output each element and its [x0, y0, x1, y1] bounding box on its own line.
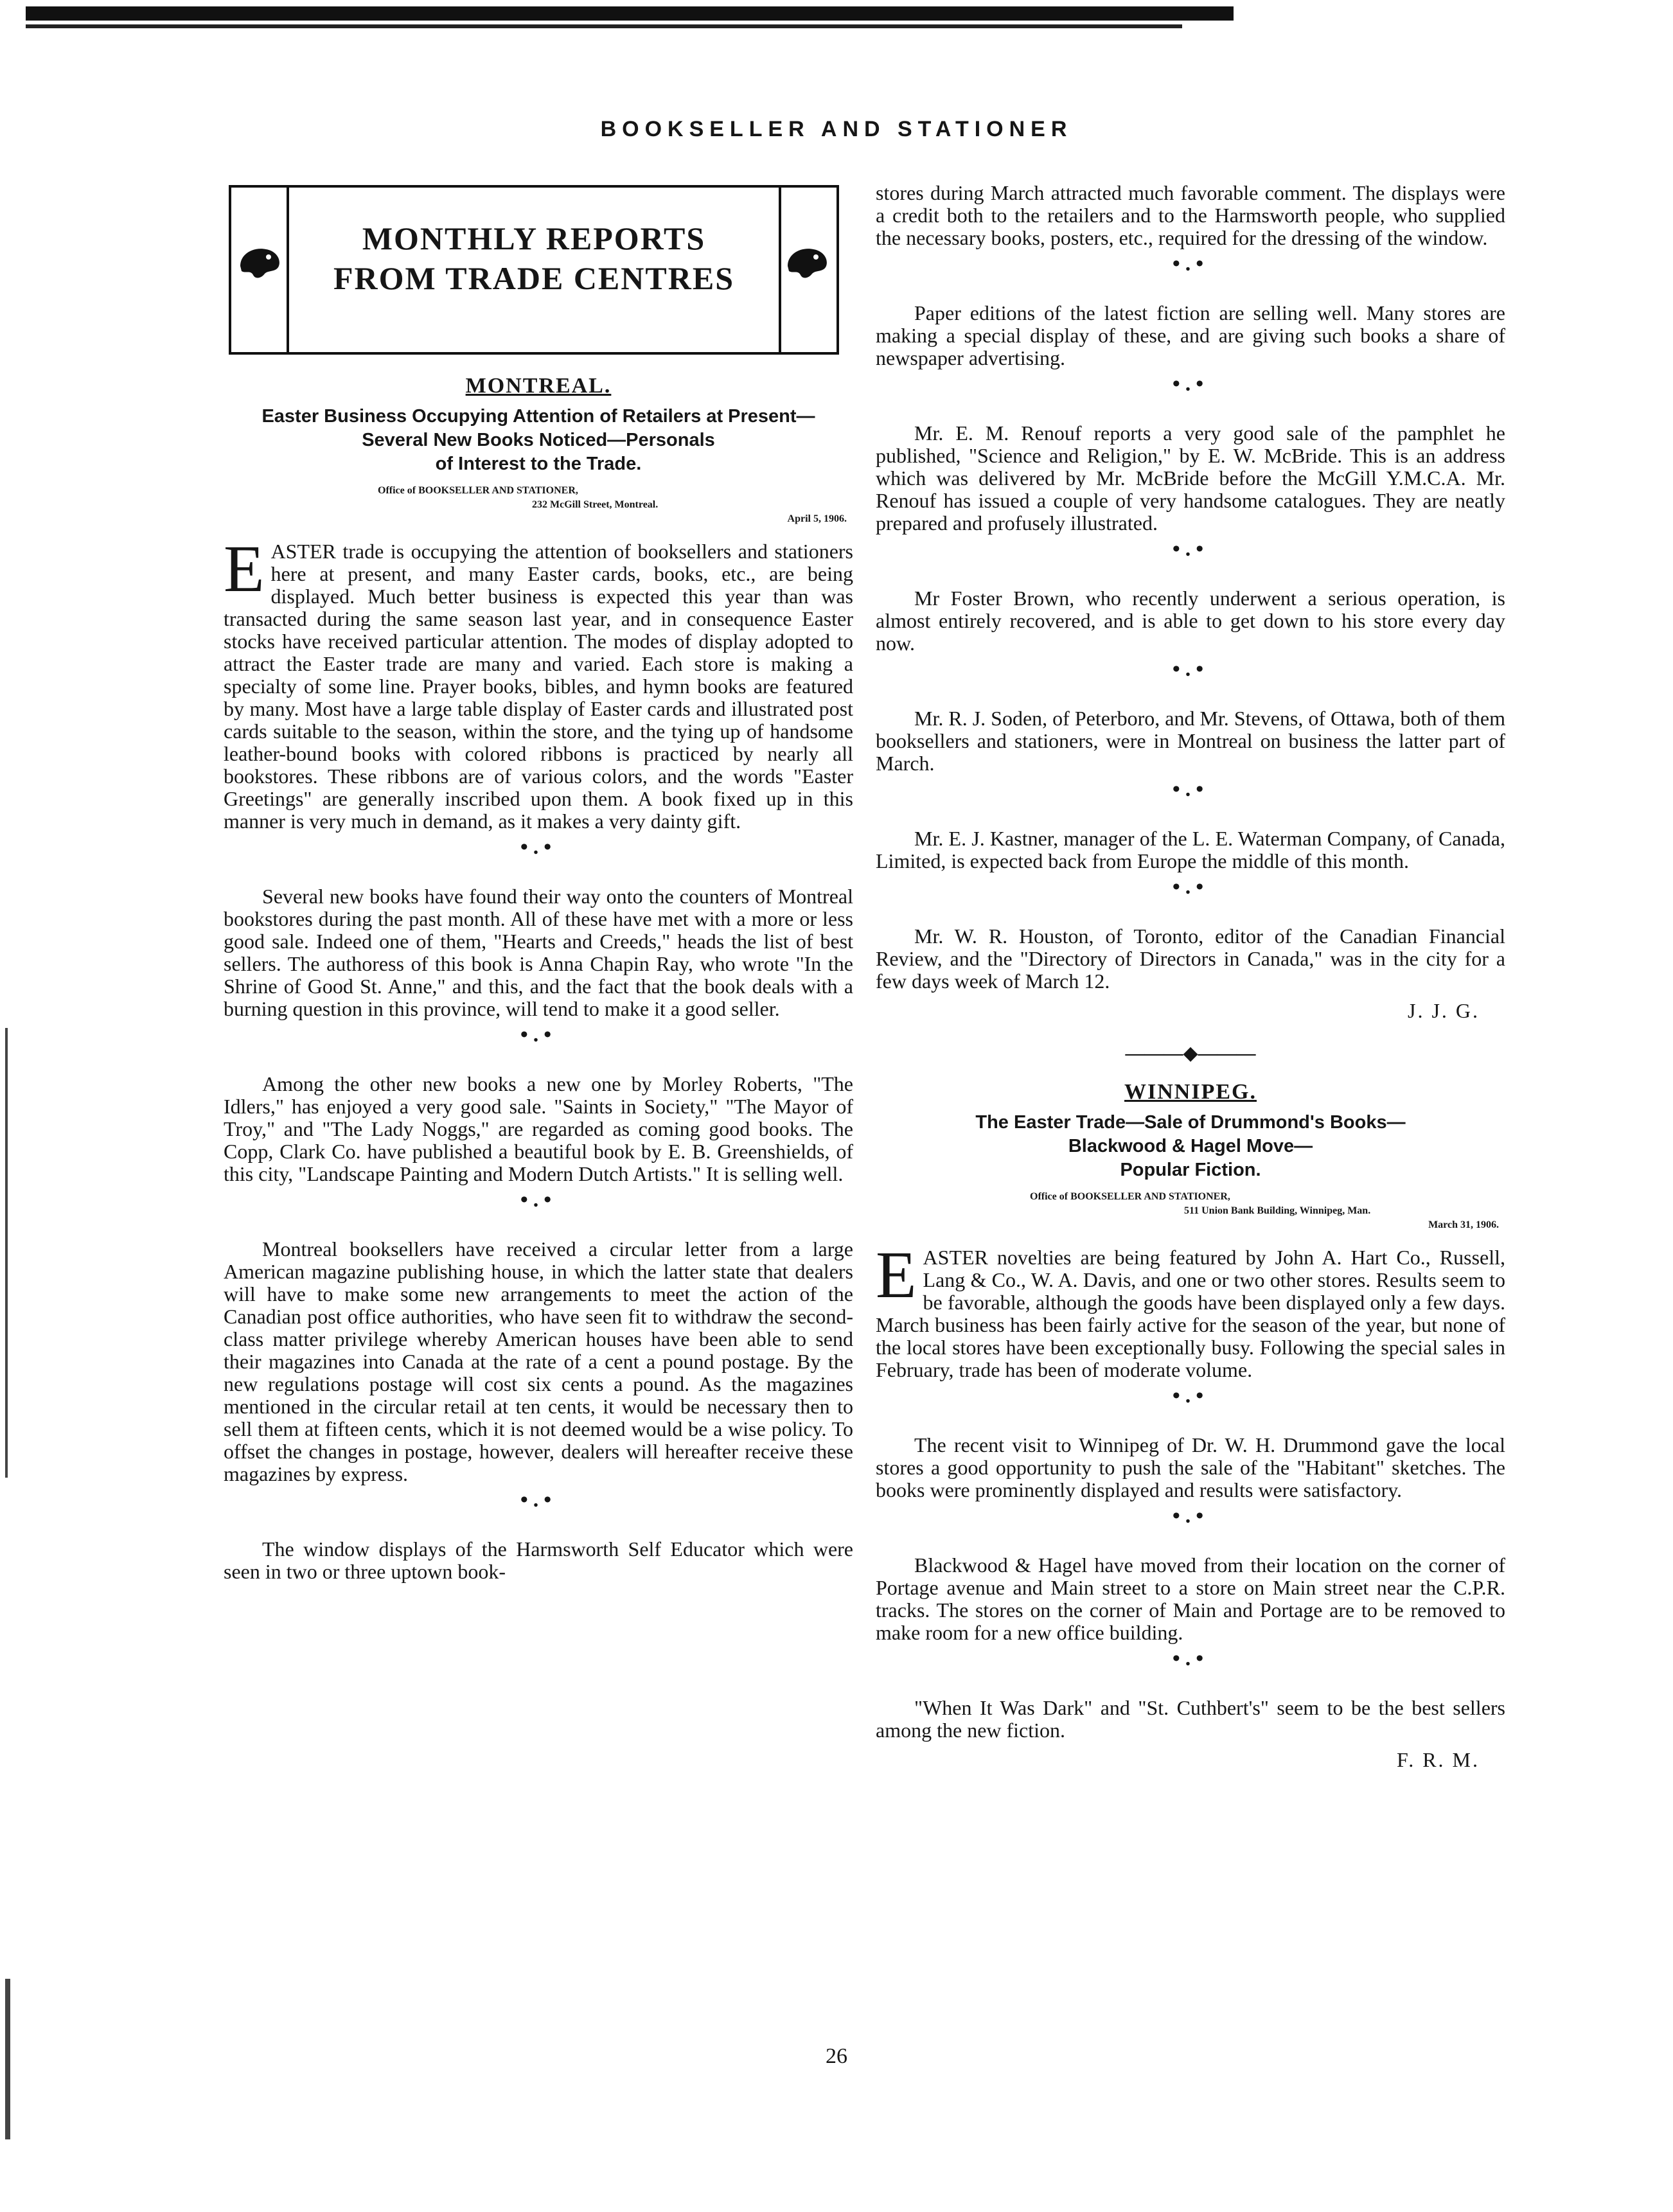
paragraph: Mr. R. J. Soden, of Peterboro, and Mr. Stevens, of Ottawa, both of them booksellers and stationers, were in Montreal on business the latter part of March.: [876, 707, 1505, 775]
paragraph: "When It Was Dark" and "St. Cuthbert's" seem to be the best sellers among the new fiction.: [876, 1696, 1505, 1742]
montreal-office-line: [224, 484, 853, 526]
drop-cap: E: [876, 1238, 917, 1312]
section-divider-dots: •.•: [1172, 372, 1209, 396]
paragraph: Blackwood & Hagel have moved from their location on the corner of Portage avenue and Main street to a store on Main street near the C.P.R. tracks. The stores on the corner of Main and Portage are to be removed to make room for a new office building.: [876, 1553, 1505, 1644]
section-divider-dots: •.•: [1172, 1504, 1209, 1528]
office-name: Office of BOOKSELLER AND STATIONER,: [378, 485, 578, 496]
section-divider-dots: •.•: [1172, 252, 1209, 276]
winnipeg-office-line: [876, 1190, 1505, 1232]
office-address: 232 McGill Street, Montreal.: [532, 499, 659, 510]
paragraph: [876, 1238, 1505, 1381]
winnipeg-subhead-line: Popular Fiction.: [1120, 1160, 1261, 1180]
ornament-icon: [784, 244, 831, 283]
section-header-line2: FROM TRADE CENTRES: [333, 260, 735, 296]
montreal-subhead-line: Easter Business Occupying Attention of Retailers at Present—: [261, 406, 815, 427]
running-head: BOOKSELLER AND STATIONER: [600, 117, 1073, 141]
section-divider-dots: •.•: [1172, 875, 1209, 899]
section-divider-dots: •.•: [1172, 1647, 1209, 1670]
paragraph-text: ASTER trade is occupying the attention of booksellers and stationers here at present, and many Easter cards, books, etc., are being displayed. Much better business is expected this year than was transacted during the same season last year, and in consequence Easter stocks have received particular attention. The modes of display adopted to attract the Easter trade are many and varied. Each store is making a specialty of some line. Prayer books, bibles, and hymn books are featured by many. Most have a large table display of Easter cards and illustrated post cards suitable to the season, within the store, and the tying up of handsome leather-bound books with colored ribbons is practiced by nearly all bookstores. These ribbons are of various colors, and the words "Easter Greetings" are generally inscribed upon them. A book fixed up in this manner is very much in demand, as it makes a very dainty gift.: [224, 540, 853, 833]
ornament-icon: [236, 244, 284, 283]
dateline: April 5, 1906.: [787, 513, 847, 524]
section-divider-dots: •.•: [520, 835, 557, 859]
right-column: [876, 182, 1505, 1772]
paragraph: Mr. E. J. Kastner, manager of the L. E. Waterman Company, of Canada, Limited, is expected back from Europe the middle of this month.: [876, 827, 1505, 872]
section-header-line1: MONTHLY REPORTS: [362, 220, 706, 256]
paragraph: Mr. E. M. Renouf reports a very good sale of the pamphlet he published, "Science and Religion," by E. W. McBride. This is an address which was delivered by Mr. McBride before the McGill Y.M.C.A. Mr. Renouf has issued a couple of very handsome catalogues. They are neatly prepared and profusely illustrated.: [876, 421, 1505, 535]
section-divider-dots: •.•: [520, 1188, 557, 1212]
section-divider-dots: •.•: [1172, 537, 1209, 561]
winnipeg-heading: WINNIPEG.: [1124, 1080, 1257, 1104]
section-header-box: [229, 185, 839, 355]
paragraph-text: ASTER novelties are being featured by John A. Hart Co., Russell, Lang & Co., W. A. Davis, and one or two other stores. Results seem to be favorable, although the goods have been displayed only a few days. March business has been fairly active for the season of the year, but none of the local stores have been exceptionally busy. Following the special sales in February, trade has been of moderate volume.: [876, 1246, 1505, 1381]
montreal-signature: J. J. G.: [1407, 999, 1480, 1022]
paragraph: Montreal booksellers have received a circular letter from a large American magazine publishing house, in which the latter state that dealers will have to make some new arrangements to meet the action of the Canadian post office authorities, who have seen fit to withdraw the second-class matter privilege whereby American houses have been able to send their magazines into Canada at the rate of a cent a pound postage. By the new regulations postage will cost six cents a pound. As the magazines mentioned in the circular retail at ten cents, it would be necessary then to sell them at fifteen cents, which it is not deemed would be a wise policy. To offset the changes in postage, however, dealers will hereafter receive these magazines by express.: [224, 1237, 853, 1485]
paragraph: The recent visit to Winnipeg of Dr. W. H. Drummond gave the local stores a good opportunity to push the sale of the "Habitant" sketches. The books were prominently displayed and results were satisfactory.: [876, 1433, 1505, 1501]
section-divider-dots: •.•: [520, 1023, 557, 1047]
office-name: Office of BOOKSELLER AND STATIONER,: [1030, 1191, 1230, 1202]
section-divider-dots: •.•: [1172, 777, 1209, 801]
paragraph: Mr. W. R. Houston, of Toronto, editor of the Canadian Financial Review, and the "Directory of Directors in Canada," was in the city for a few days week of March 12.: [876, 925, 1505, 993]
paragraph: Among the other new books a new one by Morley Roberts, "The Idlers," has enjoyed a very good sale. "Saints in Society," "The Mayor of Troy," and "The Lady Noggs," are regarded as coming good books. The Copp, Clark Co. have published a beautiful book by E. B. Greenshields, of this city, "Landscape Painting and Modern Dutch Artists." It is selling well.: [224, 1072, 853, 1185]
winnipeg-body: [876, 1238, 1505, 1772]
paragraph: The window displays of the Harmsworth Self Educator which were seen in two or three uptown book-: [224, 1537, 853, 1583]
top-rule-thin: [26, 24, 1182, 28]
paragraph: Several new books have found their way onto the counters of Montreal bookstores during the past month. All of these have met with a more or less good sale. Indeed one of them, "Hearts and Creeds," heads the list of best sellers. The authoress of this book is Anna Chapin Ray, who wrote "In the Shrine of Good St. Anne," and this, and the fact that the book deals with a burning question in this province, will tend to make it a good seller.: [224, 885, 853, 1020]
section-divider-dots: •.•: [520, 1488, 557, 1512]
left-column: [224, 185, 853, 1583]
drop-cap: E: [224, 532, 265, 606]
page-number: 26: [826, 2044, 847, 2068]
montreal-subhead-line: Several New Books Noticed—Personals: [362, 430, 715, 450]
paragraph: [224, 532, 853, 833]
paragraph: Mr Foster Brown, who recently underwent a serious operation, is almost entirely recovered, and is able to get down to his store every day now.: [876, 587, 1505, 655]
paragraph-continued: stores during March attracted much favorable comment. The displays were a credit both to the retailers and to the Harmsworth people, who supplied the necessary books, posters, etc., required for the dressing of the window.: [876, 181, 1505, 249]
montreal-subhead: [224, 405, 853, 476]
top-rule: [26, 6, 1234, 21]
section-header-title: [289, 218, 779, 298]
paragraph: Paper editions of the latest fiction are selling well. Many stores are making a special display of these, and are giving such books a share of newspaper advertising.: [876, 301, 1505, 369]
montreal-heading: MONTREAL.: [465, 374, 612, 398]
winnipeg-subhead: [876, 1111, 1505, 1182]
montreal-body: [224, 532, 853, 1583]
winnipeg-subhead-line: Blackwood & Hagel Move—: [1068, 1136, 1313, 1156]
montreal-subhead-line: of Interest to the Trade.: [435, 454, 642, 474]
section-divider-dots: •.•: [1172, 1384, 1209, 1408]
winnipeg-signature: F. R. M.: [1396, 1748, 1480, 1771]
section-separator-ornament: ———◆———: [1125, 1043, 1256, 1064]
winnipeg-subhead-line: The Easter Trade—Sale of Drummond's Books—: [975, 1112, 1406, 1133]
section-divider-dots: •.•: [1172, 657, 1209, 681]
dateline: March 31, 1906.: [1428, 1219, 1499, 1230]
margin-scan-mark: [5, 1028, 8, 1478]
office-address: 511 Union Bank Building, Winnipeg, Man.: [1184, 1205, 1371, 1216]
